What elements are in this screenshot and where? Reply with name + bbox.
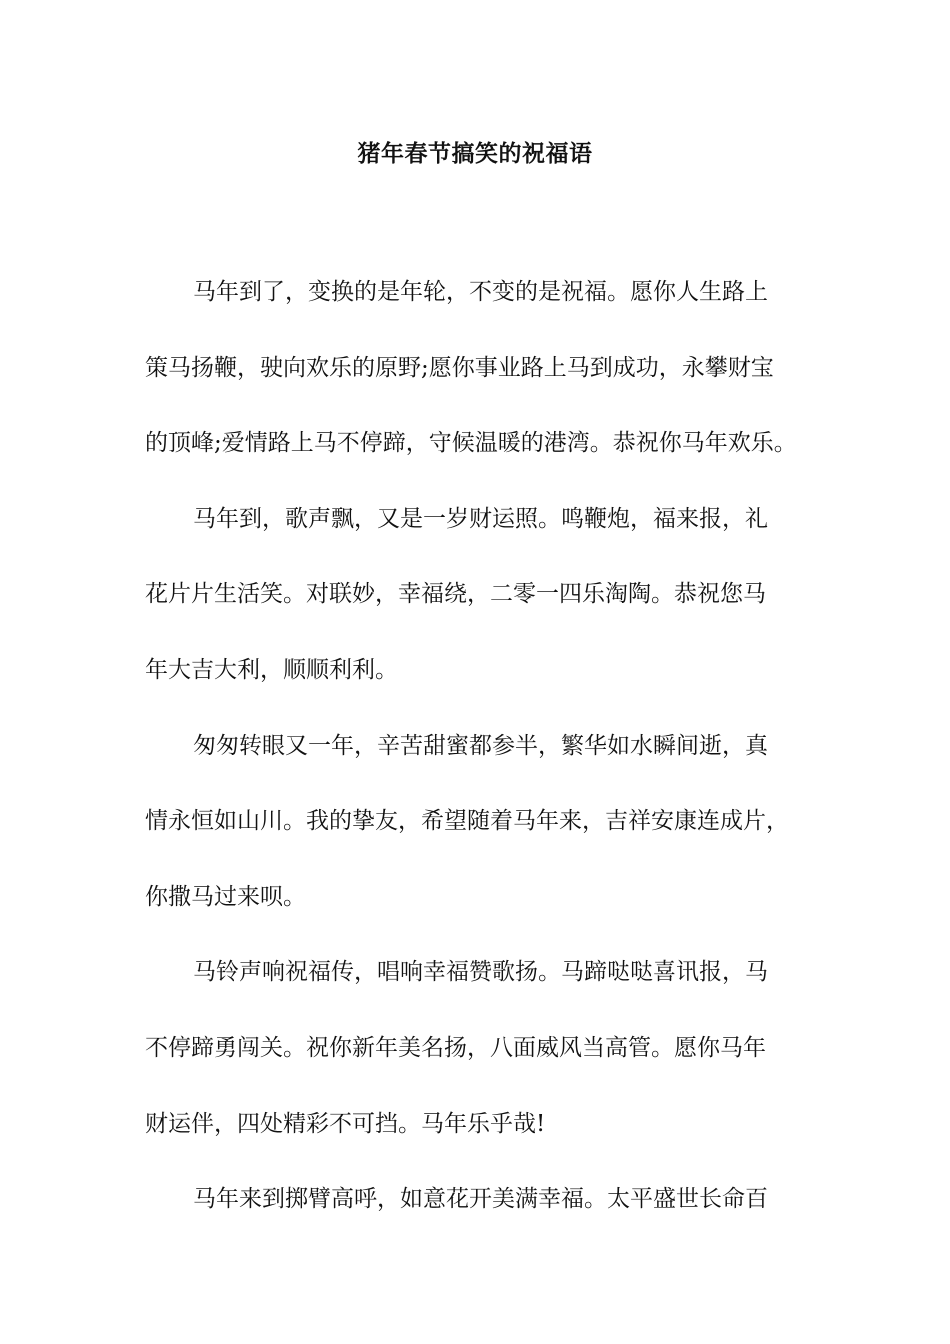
paragraph-line: 马年来到掷臂高呼，如意花开美满幸福。太平盛世长命百 — [193, 1186, 768, 1213]
document-body — [145, 255, 821, 1238]
document-title: 猪年春节搞笑的祝福语 — [357, 140, 593, 167]
paragraph-line: 财运伴，四处精彩不可挡。马年乐乎哉! — [145, 1110, 546, 1137]
paragraph-line: 年大吉大利，顺顺利利。 — [145, 656, 398, 683]
paragraph-line: 你撒马过来呗。 — [145, 883, 306, 910]
paragraph-line: 不停蹄勇闯关。祝你新年美名扬，八面威风当高管。愿你马年 — [145, 1034, 766, 1061]
paragraph-3 — [145, 709, 821, 936]
paragraph-line: 匆匆转眼又一年，辛苦甜蜜都参半，繁华如水瞬间逝，真 — [193, 732, 768, 759]
paragraph-line: 马年到了，变换的是年轮，不变的是祝福。愿你人生路上 — [193, 279, 768, 305]
paragraph-line: 花片片生活笑。对联妙，幸福绕，二零一四乐淘陶。恭祝您马 — [145, 581, 766, 608]
paragraph-5 — [145, 1162, 821, 1238]
paragraph-line: 情永恒如山川。我的挚友，希望随着马年来，吉祥安康连成片， — [145, 808, 789, 835]
paragraph-2 — [145, 482, 821, 709]
paragraph-line: 马铃声响祝福传，唱响幸福赞歌扬。马蹄哒哒喜讯报，马 — [193, 959, 768, 986]
paragraph-1 — [145, 255, 821, 482]
paragraph-4 — [145, 935, 821, 1162]
paragraph-line: 的顶峰;爱情路上马不停蹄，守候温暖的港湾。恭祝你马年欢乐。 — [145, 430, 797, 457]
paragraph-line: 策马扬鞭，驶向欢乐的原野;愿你事业路上马到成功，永攀财宝 — [145, 354, 774, 381]
paragraph-line: 马年到，歌声飘，又是一岁财运照。鸣鞭炮，福来报，礼 — [193, 505, 768, 532]
